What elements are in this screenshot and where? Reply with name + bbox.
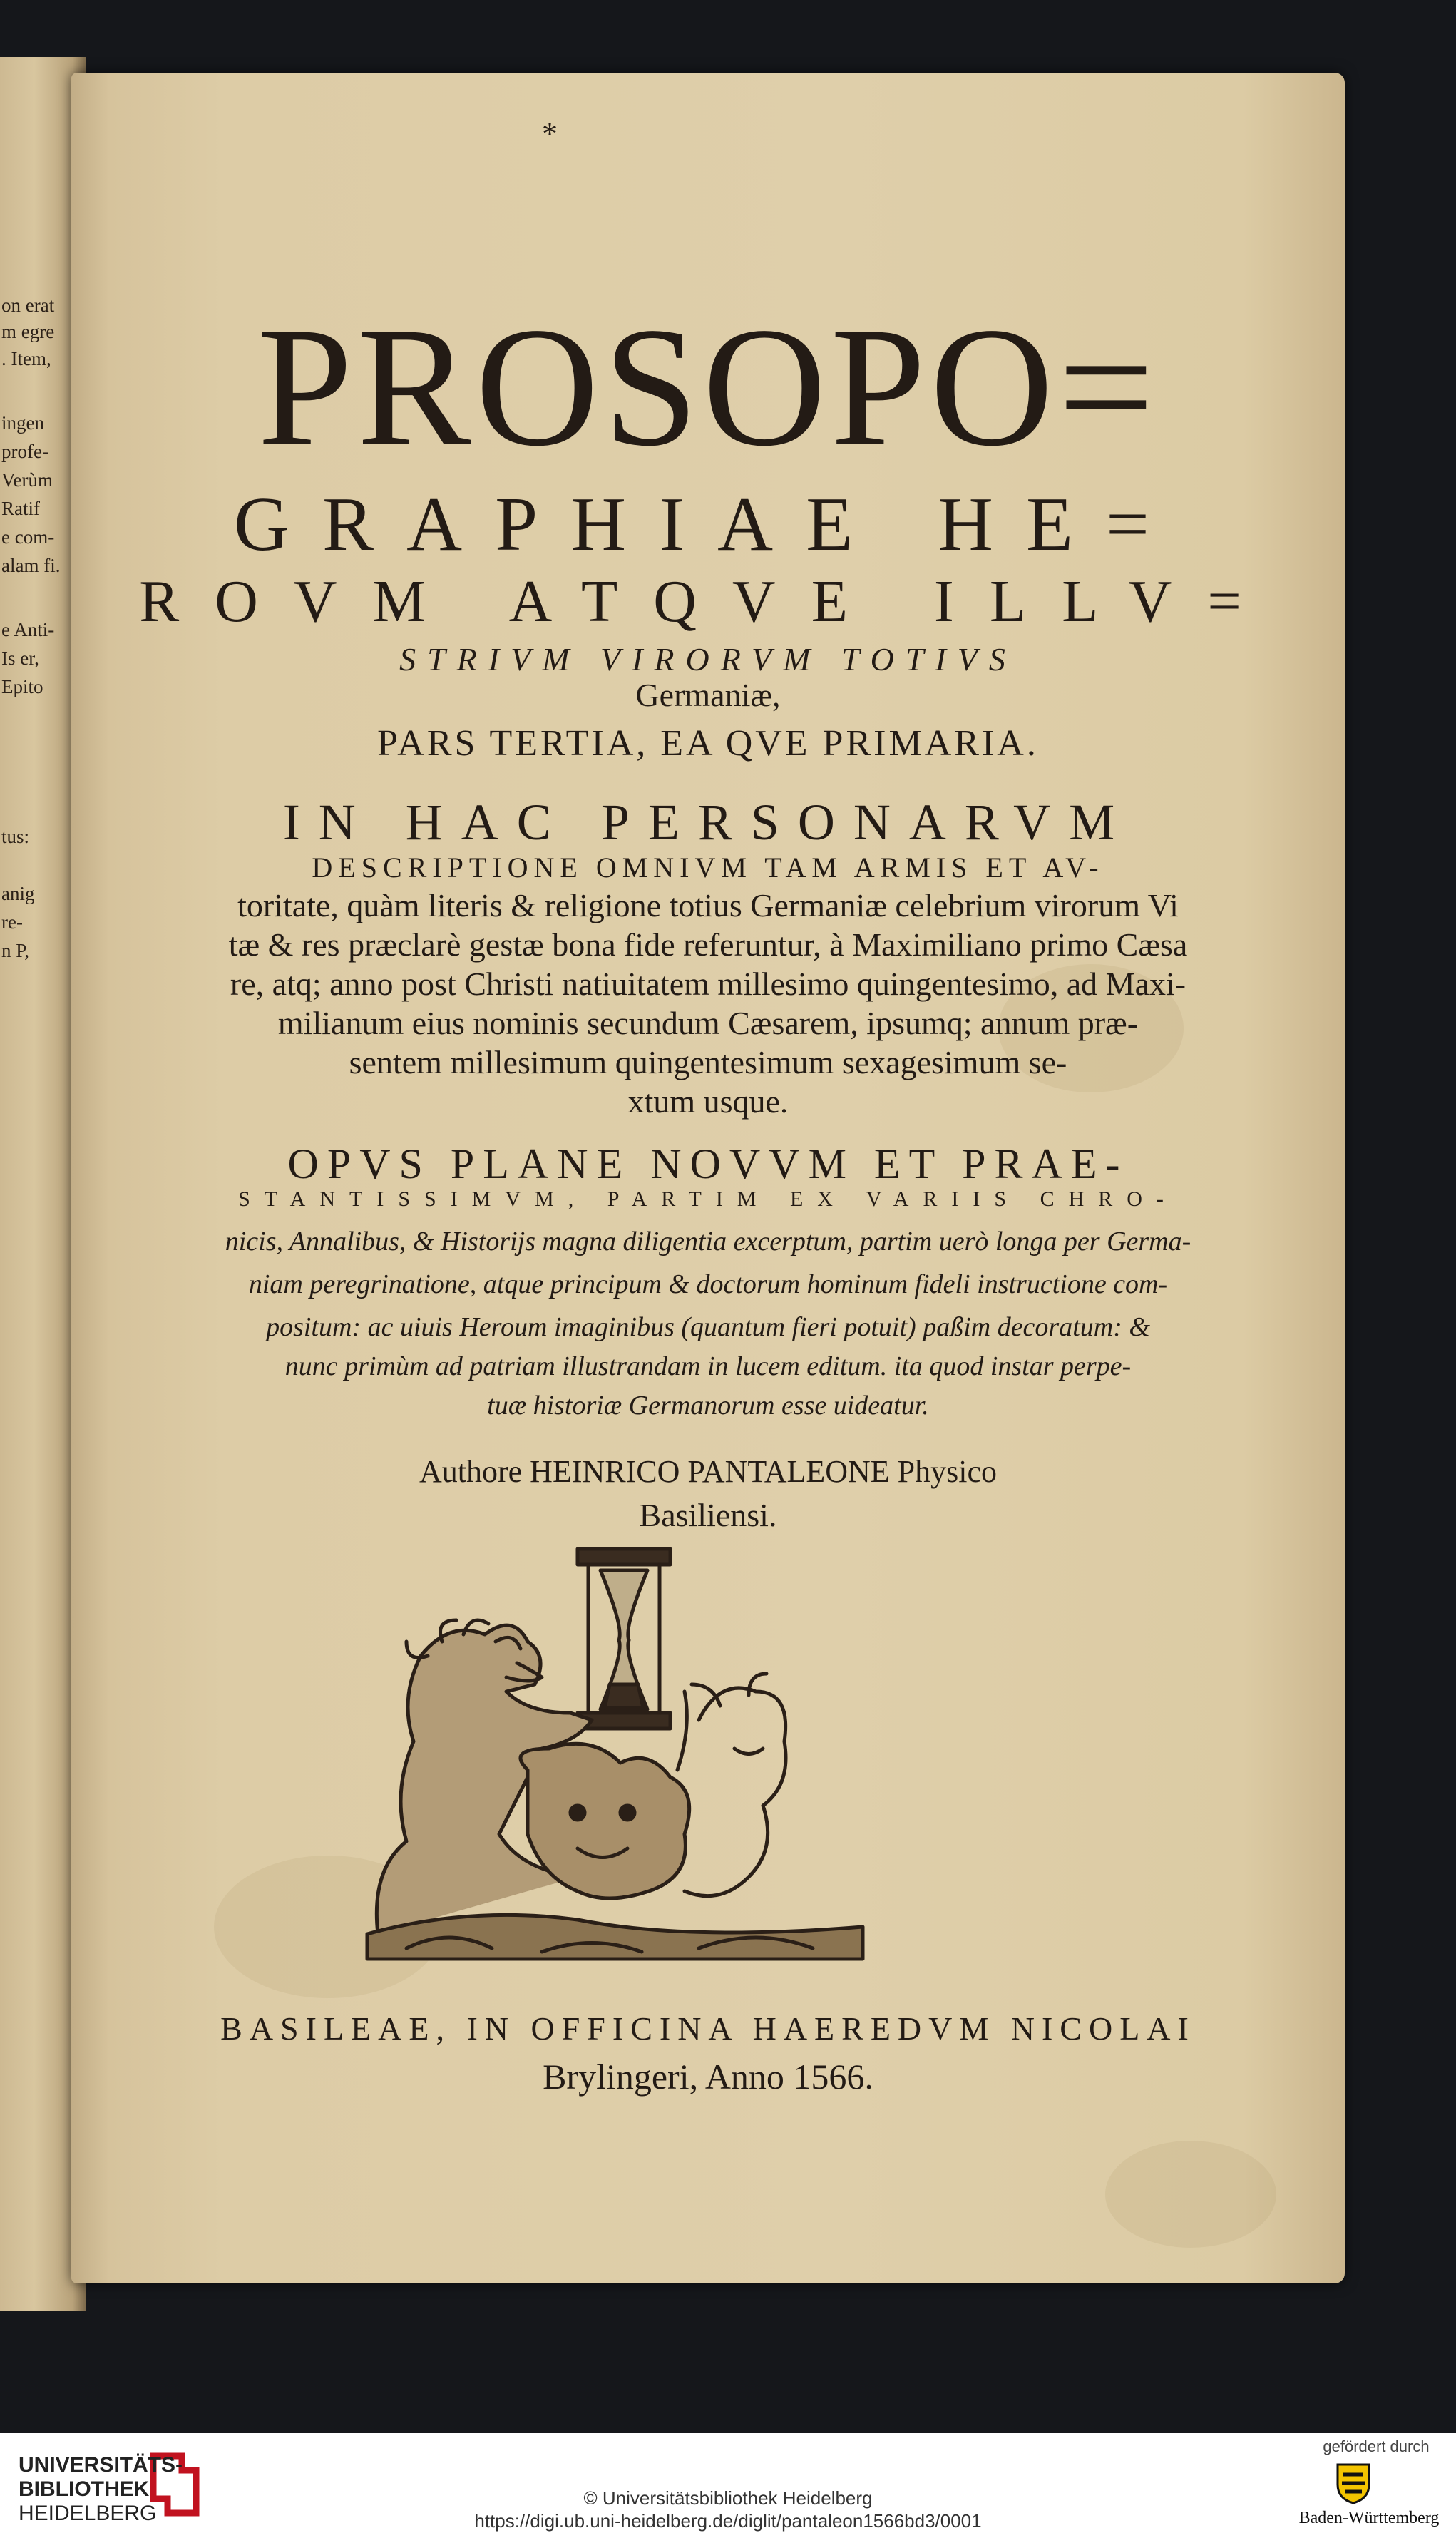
left-page-text: alam fi. [1,555,61,576]
title-line-6: PARS TERTIA, EA QVE PRIMARIA. [377,723,1039,764]
author-line: Authore HEINRICO PANTALEONE Physico [419,1454,998,1489]
title-line-3: ROVM ATQVE ILLV= [139,568,1277,635]
author-place: Basiliensi. [639,1497,777,1533]
opus-line: positum: ac uiuis Heroum imaginibus (quantum fieri potuit) paßim decoratum: & [266,1312,1150,1342]
footer-bar [0,2433,1456,2533]
opus-line: nunc primùm ad patriam illustrandam in lucem editum. ita quod instar perpe- [284,1351,1132,1381]
imprint-line-2: Brylingeri, Anno 1566. [543,2057,873,2097]
left-page-text: n P, [1,940,30,961]
description-line: milianum eius nominis secundum Cæsarem, ipsumq; annum præ- [277,1005,1139,1041]
library-logo-text[interactable]: UNIVERSITÄTS- BIBLIOTHEK HEIDELBERG [19,2453,183,2525]
opus-line: tuæ historiæ Germanorum esse uideatur. [487,1391,929,1421]
left-page-text: . Item, [1,348,51,369]
title-page [71,73,1345,2283]
left-page-text: tus: [1,826,30,847]
opus-heading: OPVS PLANE NOVVM ET PRAE- [287,1140,1129,1187]
left-page-text: anig [1,883,35,904]
left-page-text: e com- [1,526,55,548]
funder-name: Baden-Württemberg [1298,2509,1440,2527]
left-page-text: Ratif [1,498,40,519]
left-page-text: e Anti- [1,619,55,640]
ornament-asterisk: * [542,116,558,151]
description-line: tæ & res præclarè gestæ bona fide referuntur, à Maximiliano primo Cæsa [228,926,1188,963]
title-line-4: STRIVM VIRORVM TOTIVS [399,641,1017,677]
opus-line: nicis, Annalibus, & Historijs magna diligentia excerptum, partim uerò longa per Germa- [225,1227,1191,1257]
left-page-text: Epito [1,676,43,697]
description-line: re, atq; anno post Christi natiuitatem millesimo quingentesimo, ad Maxi- [230,966,1186,1002]
description-line: DESCRIPTIONE OMNIVM TAM ARMIS ET AV- [312,851,1104,884]
opus-line: niam peregrinatione, atque principum & doctorum hominum fideli instructione com- [248,1269,1168,1299]
opus-line: STANTISSIMVM, PARTIM EX VARIIS CHRO- [238,1187,1178,1211]
imprint-line-1: BASILEAE, IN OFFICINA HAEREDVM NICOLAI [220,2010,1196,2047]
title-line-1: PROSOPO= [257,292,1159,481]
description-heading: IN HAC PERSONARVM [282,794,1134,851]
description-line: toritate, quàm literis & religione totius Germaniæ celebrium virorum Vi [237,887,1179,923]
state-crest-icon [1331,2460,1376,2506]
description-line: xtum usque. [627,1083,789,1120]
funded-by-label: gefördert durch [1323,2437,1430,2455]
left-page-text: on erat [1,295,55,316]
title-line-2: GRAPHIAE HE= [234,482,1182,567]
left-page-text: Verùm [1,469,53,491]
left-page-text: re- [1,911,23,933]
permalink-url[interactable]: https://digi.ub.uni-heidelberg.de/diglit/pantaleon1566bd3/0001 [474,2510,982,2532]
left-page-text: ingen [1,412,44,434]
description-line: sentem millesimum quingentesimum sexagesimum se- [349,1044,1067,1080]
left-page-text: Is er, [1,648,39,669]
printer-device-woodcut [364,1535,877,1963]
left-page-text: profe- [1,441,48,462]
left-page-text: m egre [1,321,55,342]
title-line-5: Germaniæ, [635,677,781,713]
copyright-notice: © Universitätsbibliothek Heidelberg [583,2487,873,2509]
